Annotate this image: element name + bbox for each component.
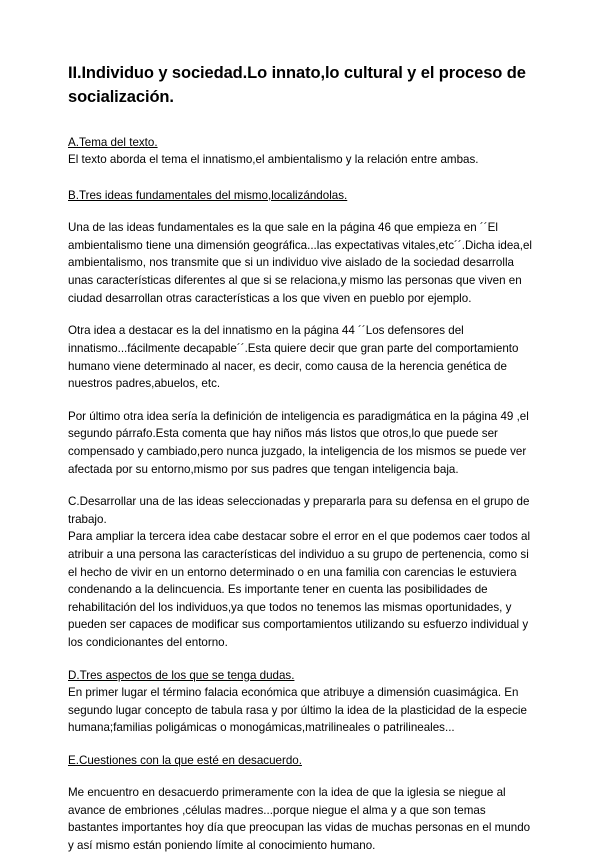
section-b-paragraph-1: Una de las ideas fundamentales es la que sale en la página 46 que empieza en ´´El ambientalismo tiene una dimensión geográfica...las expectativas vitales,etc´´.Dicha idea,el ambientalismo, nos transmite que si un individuo vive aislado de la sociedad desarrolla unas características diferentes al que si se relaciona,y mismo las personas que viven en ciudad desarrollan otras características a los que viven en pueblo por ejemplo. <box>68 221 532 305</box>
section-heading-a: A.Tema del texto. <box>68 135 158 149</box>
spacer <box>68 652 532 667</box>
section-b-paragraph-3: Por último otra idea sería la definición de inteligencia es paradigmática en la página 49 ,el segundo párrafo.Esta comenta que hay niños más listos que otros,lo que puede ser compensado y cambiado,pero nunca juzgado, la inteligencia de los mismos se puede ver afectada por su entorno,mismo por sus padres que tengan inteligencia baja. <box>68 409 529 476</box>
page-title: II.Individuo y sociedad.Lo innato,lo cultural y el proceso de socialización. <box>68 64 526 106</box>
section-b-paragraph-2: Otra idea a destacar es la del innatismo en la página 44 ´´Los defensores del innatismo...fácilmente decapable´´.Esta quiere decir que gran parte del comportamiento humano viene determinado al nacer, es decir, como causa de la herencia genética de nuestros padres,abuelos, etc. <box>68 324 519 391</box>
section-e-paragraph-1: Me encuentro en desacuerdo primeramente con la idea de que la iglesia se niegue al avance de embriones ,células madres...porque niegue el alma y a que son temas bastantes importantes hoy día que preocupan las vidas de muchas personas en el mundo y así mismo están poniendo límite al conocimiento humano. <box>68 786 531 853</box>
section-heading-b: B.Tres ideas fundamentales del mismo,localizándolas. <box>68 188 348 202</box>
section-c-paragraph-1: Para ampliar la tercera idea cabe destacar sobre el error en el que podemos caer todos al atribuir a una persona las características del individuo a su grupo de pertenencia, como si el hecho de vivir en un entorno determinado o en una familia con carencias le estuviera condenando a la delincuencia. Es importante tener en cuenta las posibilidades de rehabilitación del los individuos,ya que todos no tenemos las mismas oportunidades, y pueden ser capaces de modificar sus comportamientos utilizando su esfuerzo individual y los condicionantes del entorno. <box>68 530 531 650</box>
spacer <box>68 169 532 187</box>
spacer <box>68 478 532 493</box>
spacer <box>68 737 532 752</box>
section-a-paragraph-1: El texto aborda el tema el innatismo,el ambientalismo y la relación entre ambas. <box>68 153 479 167</box>
spacer <box>68 393 532 408</box>
section-c-heading-paragraph: C.Desarrollar una de las ideas seleccionadas y prepararla para su defensa en el grupo de trabajo. <box>68 495 530 526</box>
spacer <box>68 307 532 322</box>
spacer <box>68 769 532 784</box>
section-d-paragraph-1: En primer lugar el término falacia económica que atribuye a dimensión cuasimágica. En segundo lugar concepto de tabula rasa y por último la idea de la plasticidad de la especie humana;familias poligámicas o monogámicas,matrilineales o patrilineales... <box>68 686 527 735</box>
section-heading-d: D.Tres aspectos de los que se tenga dudas. <box>68 668 295 682</box>
section-heading-e: E.Cuestiones con la que esté en desacuerdo. <box>68 753 302 767</box>
spacer <box>68 204 532 219</box>
